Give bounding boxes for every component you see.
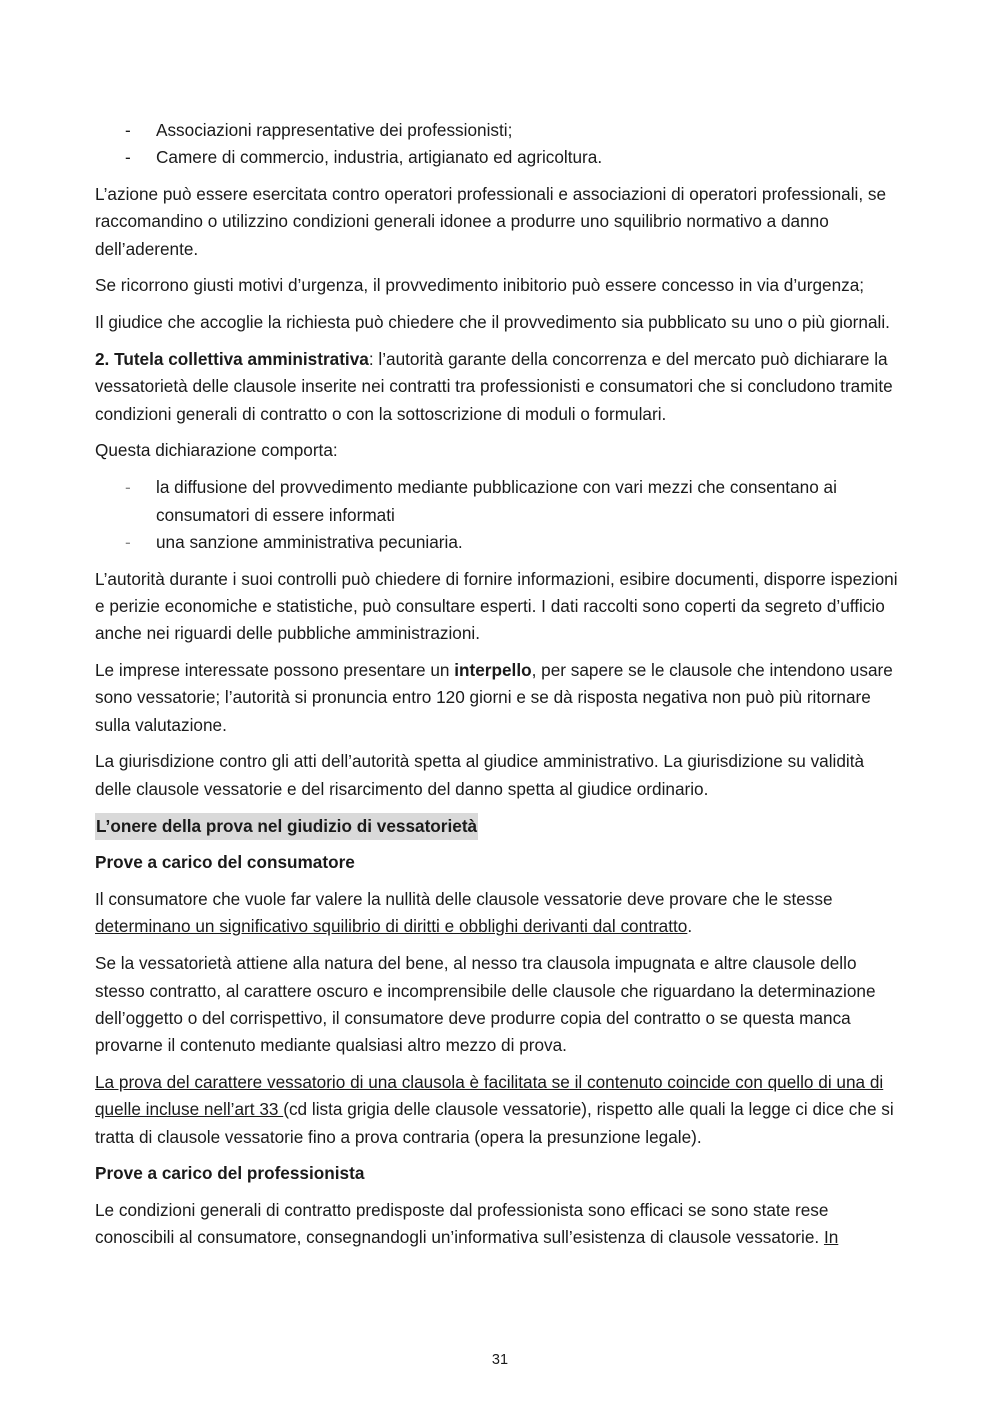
list-item: - Associazioni rappresentative dei professionisti; <box>95 117 905 144</box>
dash-bullet: - <box>125 120 131 140</box>
bold-term: 2. Tutela collettiva amministrativa <box>95 349 369 370</box>
paragraph: La giurisdizione contro gli atti dell’autorità spetta al giudice amministrativo. La giurisdizione su validità delle clausole vessatorie e del risarcimento del danno spetta al giudice ordinario. <box>95 751 865 799</box>
highlighted-heading: L’onere della prova nel giudizio di vessatorietà <box>95 813 478 840</box>
subheading: Prove a carico del professionista <box>95 1163 365 1184</box>
underlined-text: In <box>823 1227 839 1248</box>
underlined-text: La prova del carattere vessatorio di una clausola è facilitata se il contenuto coincide con quello di una di quelle incluse nell’art 33 <box>95 1071 884 1120</box>
bold-term: interpello <box>454 660 532 681</box>
paragraph: 2. Tutela collettiva amministrativa: l’autorità garante della concorrenza e del mercato può dichiarare la vessatorietà delle clausole inserite nei contratti tra professionisti e consumatori che si concludono tramite condizioni generali di contratto o con la sottoscrizione di moduli o formulari. <box>95 349 893 424</box>
paragraph: Il consumatore che vuole far valere la nullità delle clausole vessatorie deve provare che le stesse determinano un significativo squilibrio di diritti e obblighi derivanti dal contratto. <box>95 889 833 937</box>
dash-bullet: - <box>125 531 131 552</box>
paragraph: La prova del carattere vessatorio di una clausola è facilitata se il contenuto coincide con quello di una di quelle incluse nell’art 33 (cd lista grigia delle clausole vessatorie), rispetto alle quali la legge ci dice che si tratta di clausole vessatorie fino a prova contraria (opera la presunzione legale). <box>95 1071 894 1147</box>
page-body <box>95 117 905 1261</box>
paragraph: Questa dichiarazione comporta: <box>95 440 338 461</box>
subheading: Prove a carico del consumatore <box>95 852 355 873</box>
page-number: 31 <box>491 1352 509 1368</box>
paragraph: Se la vessatorietà attiene alla natura del bene, al nesso tra clausola impugnata e altre clausole dello stesso contratto, al carattere oscuro e incomprensibile delle clausole che riguardano la determinazione dell’oggetto o del corrispettivo, il consumatore deve produrre copia del contratto o se questa manca provarne il contenuto mediante qualsiasi altro mezzo di prova. <box>95 953 876 1056</box>
bullet-list-top <box>95 117 905 172</box>
underlined-text: determinano un significativo squilibrio di diritti e obblighi derivanti dal contratto <box>95 916 688 937</box>
list-item: - la diffusione del provvedimento mediante pubblicazione con vari mezzi che consentano ai consumatori di essere informati <box>95 474 905 529</box>
dash-bullet: - <box>125 477 131 498</box>
paragraph: Il giudice che accoglie la richiesta può chiedere che il provvedimento sia pubblicato su uno o più giornali. <box>95 312 890 333</box>
section-heading-row <box>95 813 905 840</box>
paragraph: Se ricorrono giusti motivi d’urgenza, il provvedimento inibitorio può essere concesso in via d’urgenza; <box>95 275 865 296</box>
list-item: - una sanzione amministrativa pecuniaria. <box>95 529 905 556</box>
paragraph: L’autorità durante i suoi controlli può chiedere di fornire informazioni, esibire documenti, disporre ispezioni e perizie economiche e statistiche, può consultare esperti. I dati raccolti sono coperti da segreto d’ufficio anche nei riguardi delle pubbliche amministrazioni. <box>95 568 898 644</box>
paragraph: Le condizioni generali di contratto predisposte dal professionista sono efficaci se sono state rese conoscibili al consumatore, consegnandogli un’informativa sull’esistenza di clausole vessatorie. In <box>95 1200 839 1248</box>
paragraph: Le imprese interessate possono presentare un interpello, per sapere se le clausole che intendono usare sono vessatorie; l’autorità si pronuncia entro 120 giorni e se dà risposta negativa non può più ritornare sulla valutazione. <box>95 660 893 735</box>
dash-bullet: - <box>125 147 131 168</box>
bullet-list-mid <box>95 474 905 556</box>
paragraph: L’azione può essere esercitata contro operatori professionali e associazioni di operatori professionali, se raccomandino o utilizzino condizioni generali idonee a produrre uno squilibrio normativo a danno dell’aderente. <box>95 184 887 259</box>
list-item: - Camere di commercio, industria, artigianato ed agricoltura. <box>95 144 905 171</box>
